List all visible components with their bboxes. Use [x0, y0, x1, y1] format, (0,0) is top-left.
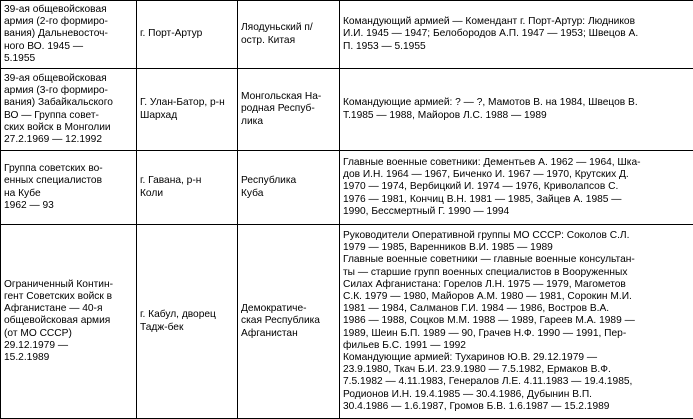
table-row	[1, 1, 693, 69]
cell-text-line: Ляодуньский п/	[241, 22, 336, 34]
cell-text-line: 29.12.1979 —	[4, 340, 133, 352]
cell-text-line: фильев Б.С. 1991 — 1992	[343, 340, 690, 352]
unit-cell	[1, 1, 137, 69]
cell-text-line: Куба	[241, 188, 336, 200]
cell-text-line: Командующие армией: Тухаринов Ю.В. 29.12.1979 —	[343, 352, 690, 364]
cell-text-line: на Кубе	[4, 188, 133, 200]
cell-text-line: 5.1955	[4, 53, 133, 65]
cell-text-line: Тадж-бек	[140, 322, 234, 334]
cell-text-line: енных специалистов	[4, 175, 133, 187]
cell-text-line: вания) Забайкальского	[4, 97, 133, 109]
cell-text-line: Монгольская На-	[241, 91, 336, 103]
cell-text-line: 1986 — 1988, Соцков М.М. 1988 — 1989, Гареев М.А. 1989 —	[343, 315, 690, 327]
cell-text-line: армия (3-го формиро-	[4, 85, 133, 97]
cell-text-line: Родионов И.Н. 19.4.1985 — 30.4.1986, Дубынин В.П.	[343, 389, 690, 401]
cell-text-line: 7.5.1982 — 4.11.1983, Генералов Л.Е. 4.11.1983 — 19.4.1985,	[343, 376, 690, 388]
commanders-cell	[340, 69, 693, 151]
region-cell	[238, 151, 340, 225]
cell-text-line: Командующие армией: ? — ?, Мамотов В. на 1984, Швецов В.	[343, 97, 690, 109]
cell-text-line: гент Советских войск в	[4, 291, 133, 303]
cell-text-line: Афганистане — 40-я	[4, 303, 133, 315]
cell-text-line: Республика	[241, 175, 336, 187]
cell-text-line: Демократиче-	[241, 303, 336, 315]
cell-text-line: П. 1953 — 5.1955	[343, 41, 690, 53]
cell-text-line: ного ВО. 1945 —	[4, 41, 133, 53]
cell-text-line: С.К. 1979 — 1980, Майоров А.М. 1980 — 1981, Сорокин М.И.	[343, 291, 690, 303]
cell-text-line: 23.9.1980, Ткач Б.И. 23.9.1980 — 7.5.1982, Ермаков В.Ф.	[343, 364, 690, 376]
table-body	[1, 1, 693, 419]
cell-text-line: общевойсковая армия	[4, 315, 133, 327]
cell-text-line: лика	[241, 116, 336, 128]
region-cell	[238, 1, 340, 69]
cell-text-line: 1979 — 1985, Варенников В.И. 1985 — 1989	[343, 242, 690, 254]
commanders-cell	[340, 1, 693, 69]
cell-text-line: ская Республика	[241, 315, 336, 327]
cell-text-line: Командующий армией — Комендант г. Порт-Артур: Людников	[343, 16, 690, 28]
cell-text-line: г. Гавана, р-н	[140, 175, 234, 187]
cell-text-line: (от МО СССР)	[4, 328, 133, 340]
cell-text-line: Ограниченный Контин-	[4, 279, 133, 291]
cell-text-line: Группа советских во-	[4, 163, 133, 175]
location-cell	[137, 1, 238, 69]
cell-text-line: ты — старшие групп военных специалистов в Вооруженных	[343, 267, 690, 279]
cell-text-line: 1990, Бессмертный Г. 1990 — 1994	[343, 206, 690, 218]
cell-text-line: 1962 — 93	[4, 200, 133, 212]
cell-text-line: Коли	[140, 188, 234, 200]
cell-text-line: Шархад	[140, 110, 234, 122]
cell-text-line: И.И. 1945 — 1947; Белобородов А.П. 1947 — 1953; Швецов А.	[343, 28, 690, 40]
cell-text-line: Главные военные советники — главные военные консультан-	[343, 254, 690, 266]
unit-cell	[1, 151, 137, 225]
location-cell	[137, 69, 238, 151]
commanders-cell	[340, 151, 693, 225]
cell-text-line: 15.2.1989	[4, 352, 133, 364]
cell-text-line: родная Респуб-	[241, 103, 336, 115]
unit-cell	[1, 69, 137, 151]
cell-text-line: 30.4.1986 — 1.6.1987, Громов Б.В. 1.6.1987 — 15.2.1989	[343, 401, 690, 413]
location-cell	[137, 151, 238, 225]
cell-text-line: Афганистан	[241, 328, 336, 340]
cell-text-line: 39-ая общевойсковая	[4, 4, 133, 16]
region-cell	[238, 69, 340, 151]
cell-text-line: ВО — Группа совет-	[4, 110, 133, 122]
cell-text-line: Руководители Оперативной группы МО СССР: Соколов С.Л.	[343, 230, 690, 242]
cell-text-line: 27.2.1969 — 12.1992	[4, 134, 133, 146]
cell-text-line: 39-ая общевойсковая	[4, 73, 133, 85]
cell-text-line: вания) Дальневосточ-	[4, 28, 133, 40]
cell-text-line: 1981 — 1984, Салманов Г.И. 1984 — 1986, Востров В.А.	[343, 303, 690, 315]
cell-text-line: 1970 — 1974, Вербицкий И. 1974 — 1976, Криволапсов С.	[343, 181, 690, 193]
cell-text-line: дов И.Н. 1964 — 1967, Биченко И. 1967 — 1970, Крутских Д.	[343, 169, 690, 181]
cell-text-line: Главные военные советники: Дементьев А. 1962 — 1964, Шка-	[343, 157, 690, 169]
location-cell	[137, 225, 238, 419]
table-row	[1, 225, 693, 419]
cell-text-line: Г. Улан-Батор, р-н	[140, 97, 234, 109]
cell-text-line: 1976 — 1981, Кончиц В.Н. 1981 — 1985, Зайцев А. 1985 —	[343, 194, 690, 206]
region-cell	[238, 225, 340, 419]
cell-text-line: 1989, Шеин Б.П. 1989 — 90, Грачев Н.Ф. 1990 — 1991, Пер-	[343, 328, 690, 340]
cell-text-line: г. Кабул, дворец	[140, 309, 234, 321]
commanders-cell	[340, 225, 693, 419]
table-row	[1, 151, 693, 225]
cell-text-line: остр. Китая	[241, 35, 336, 47]
cell-text-line: Силах Афганистана: Горелов Л.Н. 1975 — 1979, Магометов	[343, 279, 690, 291]
table-row	[1, 69, 693, 151]
unit-cell	[1, 225, 137, 419]
cell-text-line: ских войск в Монголии	[4, 122, 133, 134]
cell-text-line: армия (2-го формиро-	[4, 16, 133, 28]
cell-text-line: Т.1985 — 1988, Майоров Л.С. 1988 — 1989	[343, 110, 690, 122]
cell-text-line: г. Порт-Артур	[140, 28, 234, 40]
